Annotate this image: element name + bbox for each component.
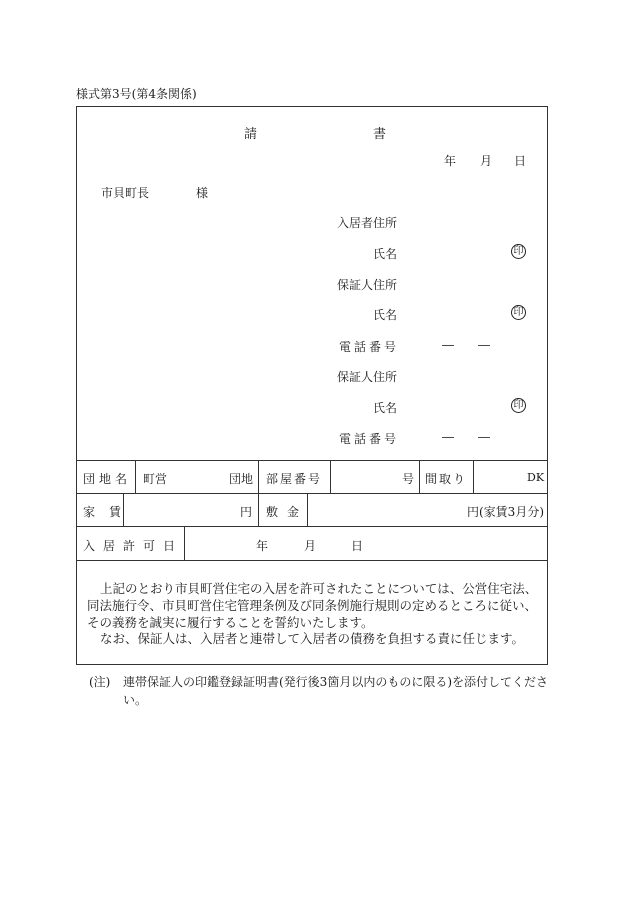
- divider: [76, 493, 548, 494]
- seal-mark: 印: [511, 244, 526, 259]
- resident-name-label: 氏名: [373, 247, 398, 261]
- pledge-paragraph: 上記のとおり市貝町営住宅の入居を許可されたことについては、公営住宅法、同法施行令、市貝町営住宅管理条例及び同条例施行規則の定めるところに従い、その義務を誠実に履行することを誓約いたします。: [87, 581, 538, 630]
- permit-year: 年: [256, 539, 269, 553]
- divider: [76, 460, 548, 461]
- divider: [473, 460, 474, 493]
- deposit-unit: 円(家賃3月分): [467, 505, 544, 519]
- title-char-1: 請: [244, 127, 258, 142]
- permit-day: 日: [351, 539, 364, 553]
- divider: [330, 460, 331, 493]
- date-day: 日: [514, 154, 527, 168]
- note-text: 連帯保証人の印鑑登録証明書(発行後3箇月以内のものに限る)を添付してください。: [123, 675, 549, 707]
- layout-suffix: DK: [527, 471, 545, 484]
- divider: [184, 526, 185, 560]
- deposit-label: 敷金: [266, 505, 309, 519]
- phone-dash: ―: [478, 430, 490, 444]
- room-number-label: 部屋番号: [266, 472, 323, 486]
- guarantor1-phone-label: 電話番号: [339, 340, 400, 354]
- complex-suffix: 団地: [229, 472, 254, 486]
- guarantor2-address-label: 保証人住所: [337, 370, 398, 384]
- divider: [258, 460, 259, 493]
- phone-dash: ―: [478, 338, 490, 352]
- complex-prefix: 町営: [143, 472, 168, 486]
- divider: [76, 560, 548, 561]
- rent-unit: 円: [240, 505, 253, 519]
- guarantor2-name-label: 氏名: [373, 401, 398, 415]
- guarantor1-name-label: 氏名: [373, 308, 398, 322]
- date-month: 月: [480, 154, 493, 168]
- rent-label: 家賃: [83, 505, 136, 519]
- layout-label: 間取り: [425, 472, 468, 486]
- divider: [76, 526, 548, 527]
- addressee-name: 市貝町長: [101, 186, 150, 200]
- divider: [419, 460, 420, 493]
- guarantor2-phone-label: 電話番号: [339, 432, 400, 446]
- phone-dash: ―: [442, 338, 454, 352]
- phone-dash: ―: [442, 430, 454, 444]
- divider: [258, 493, 259, 526]
- form-number: 様式第3号(第4条関係): [76, 87, 197, 101]
- permit-date-label: 入居許可日: [83, 539, 184, 553]
- divider: [135, 460, 136, 493]
- title-char-2: 書: [373, 127, 387, 142]
- resident-address-label: 入居者住所: [337, 216, 398, 230]
- seal-mark: 印: [511, 305, 526, 320]
- guarantor1-address-label: 保証人住所: [337, 278, 398, 292]
- seal-mark: 印: [511, 398, 526, 413]
- date-year: 年: [444, 154, 457, 168]
- room-suffix: 号: [402, 472, 415, 486]
- addressee-honorific: 様: [196, 186, 209, 200]
- complex-name-label: 団地名: [83, 472, 132, 486]
- permit-month: 月: [304, 539, 317, 553]
- pledge-paragraph: なお、保証人は、入居者と連帯して入居者の債務を負担する責に任じます。: [100, 631, 525, 646]
- note-label: (注): [89, 675, 111, 689]
